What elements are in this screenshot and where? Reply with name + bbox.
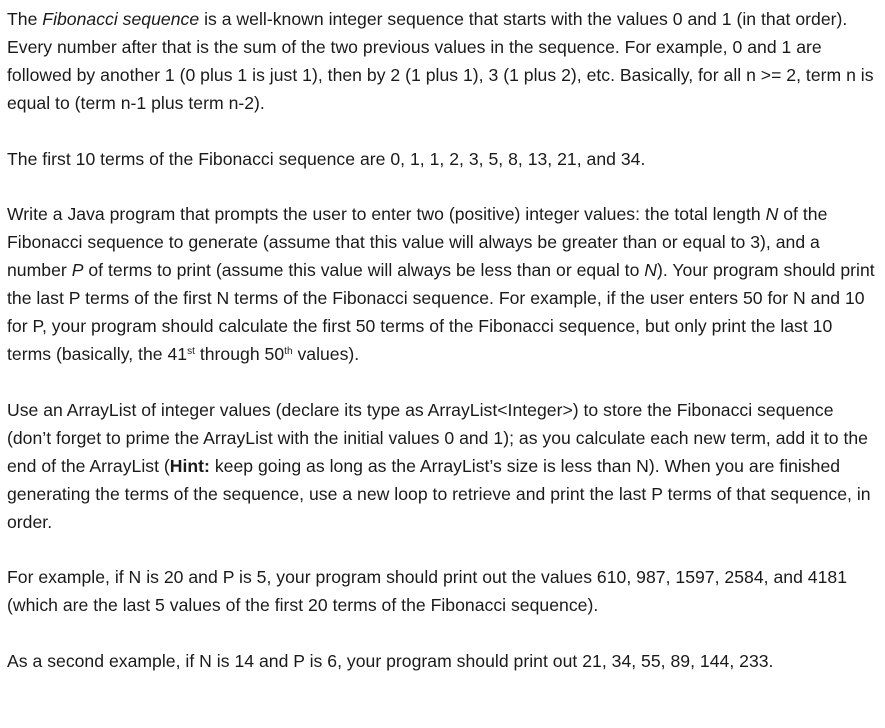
ordinal-superscript: th (284, 346, 293, 357)
paragraph-first-ten-terms (7, 145, 879, 173)
text: of the Fibonacci sequence to generate (assume that this value will always be greater than or equal to 3), and a number (7, 204, 828, 280)
text: ). Your program should print the last P terms of the first N terms of the Fibonacci sequence. For example, if the user enters 50 for N and 10 for P, your program should calculate the first 50 terms of the Fibonacci sequence, but only print the last 10 terms (basically, the 41 (7, 260, 875, 364)
text: As a second example, if N is 14 and P is 6, your program should print out 21, 34, 55, 89, 144, 233. (7, 650, 774, 671)
text: Use an ArrayList of integer values (declare its type as ArrayList<Integer>) to store the Fibonacci sequence (don’t forget to prime the ArrayList with the initial values 0 and 1); as you calculate each new term, add it to the end of the ArrayList ( (7, 399, 868, 476)
variable-n: N (644, 260, 658, 280)
document-body (7, 5, 879, 675)
paragraph-fibonacci-definition (7, 5, 879, 117)
text: keep going as long as the ArrayList’s size is less than N). When you are finished generating the terms of the sequence, use a new loop to retrieve and print the last P terms of that sequence, in order. (7, 455, 871, 532)
text: is a well-known integer sequence that starts with the values 0 and 1 (in that order). Every number after that is the sum of the two previous values in the sequence. For example, 0 and 1 are followed by another 1 (0 plus 1 is just 1), then by 2 (1 plus 1), 3 (1 plus 2), etc. Basically, for all n >= 2, term n is equal to (term n-1 plus term n-2). (7, 9, 874, 113)
text: of terms to print (assume this value will always be less than or equal to (83, 260, 645, 280)
paragraph-arraylist-instructions (7, 396, 879, 536)
hint-label: Hint: (169, 455, 210, 476)
paragraph-example-two (7, 647, 879, 675)
text: through 50 (194, 344, 285, 364)
text: For example, if N is 20 and P is 5, your program should print out the values 610, 987, 1597, 2584, and 4181 (which are the last 5 values of the first 20 terms of the Fibonacci sequence). (7, 567, 847, 615)
text: The (7, 9, 43, 29)
text: The first 10 terms of the Fibonacci sequence are 0, 1, 1, 2, 3, 5, 8, 13, 21, and 34. (7, 148, 646, 169)
variable-n: N (765, 204, 779, 224)
ordinal-superscript: st (187, 346, 195, 357)
text: Write a Java program that prompts the user to enter two (positive) integer values: the total length (7, 204, 766, 224)
variable-p: P (71, 260, 84, 280)
text: values). (292, 344, 360, 364)
paragraph-example-one (7, 563, 879, 619)
fibonacci-term: Fibonacci sequence (42, 9, 200, 29)
paragraph-program-requirements (7, 200, 879, 368)
